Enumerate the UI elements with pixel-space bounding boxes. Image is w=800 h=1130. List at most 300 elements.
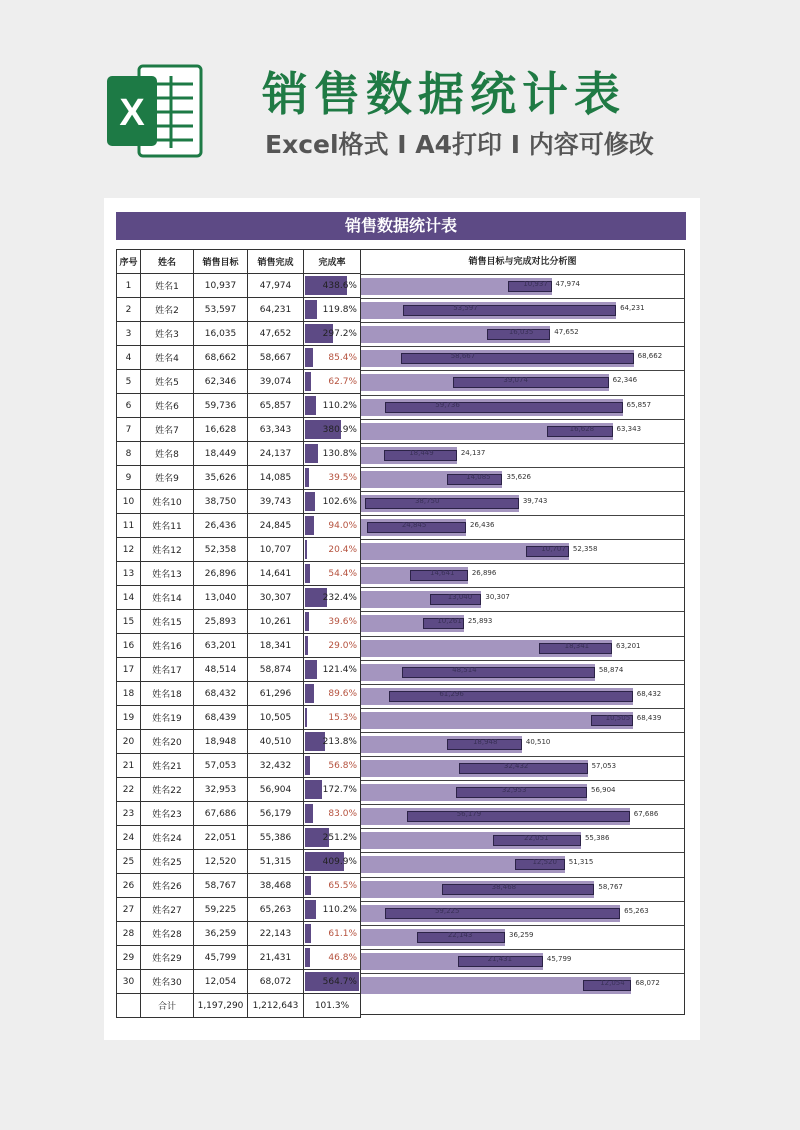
cell-target: 45,799 <box>194 946 248 970</box>
col-header-name: 姓名 <box>141 250 194 274</box>
chart-label-small: 18,341 <box>564 641 590 650</box>
cell-no: 10 <box>117 490 141 514</box>
cell-done: 24,137 <box>248 442 304 466</box>
total-target: 1,197,290 <box>194 994 248 1018</box>
rate-data-bar <box>305 372 311 391</box>
cell-rate <box>304 442 361 466</box>
rate-text: 251.2% <box>322 832 357 843</box>
table-row <box>117 898 361 922</box>
rate-data-bar <box>305 780 322 799</box>
rate-text: 39.5% <box>328 472 357 483</box>
rate-data-bar <box>305 708 307 727</box>
cell-rate <box>304 586 361 610</box>
rate-text: 62.7% <box>328 376 357 387</box>
cell-no: 24 <box>117 826 141 850</box>
cell-rate <box>304 346 361 370</box>
chart-label-large: 65,857 <box>626 400 652 409</box>
chart-label-small: 53,597 <box>453 304 478 313</box>
cell-done: 18,341 <box>248 634 304 658</box>
chart-row <box>361 636 684 660</box>
cell-rate <box>304 322 361 346</box>
chart-row <box>361 780 684 804</box>
chart-label-large: 47,652 <box>554 328 579 337</box>
cell-target: 68,432 <box>194 682 248 706</box>
table-row <box>117 346 361 370</box>
chart-bar-small <box>403 305 616 316</box>
cell-rate <box>304 850 361 874</box>
cell-done: 68,072 <box>248 970 304 994</box>
chart-label-large: 68,439 <box>636 713 662 722</box>
cell-target: 18,449 <box>194 442 248 466</box>
chart-label-large: 26,436 <box>469 521 495 529</box>
cell-name: 姓名18 <box>141 682 194 706</box>
chart-label-large: 63,343 <box>616 424 642 433</box>
total-label: 合计 <box>141 994 194 1018</box>
sales-table <box>116 249 361 1018</box>
rate-text: 46.8% <box>328 952 357 963</box>
table-row <box>117 466 361 490</box>
chart-label-small: 48,514 <box>452 665 477 674</box>
cell-name: 姓名23 <box>141 802 194 826</box>
page-header <box>0 0 800 195</box>
chart-label-small: 38,468 <box>491 882 517 891</box>
rate-data-bar <box>305 396 316 415</box>
table-row <box>117 778 361 802</box>
rate-text: 213.8% <box>322 736 357 747</box>
cell-no: 5 <box>117 370 141 394</box>
chart-label-large: 63,201 <box>615 641 641 650</box>
cell-target: 62,346 <box>194 370 248 394</box>
cell-target: 57,053 <box>194 754 248 778</box>
cell-name: 姓名24 <box>141 826 194 850</box>
cell-name: 姓名10 <box>141 490 194 514</box>
cell-rate <box>304 658 361 682</box>
cell-done: 30,307 <box>248 586 304 610</box>
cell-no: 9 <box>117 466 141 490</box>
cell-no: 15 <box>117 610 141 634</box>
rate-data-bar <box>305 948 310 967</box>
chart-row <box>361 973 684 997</box>
cell-name: 姓名16 <box>141 634 194 658</box>
cell-name: 姓名17 <box>141 658 194 682</box>
chart-label-large: 45,799 <box>546 954 572 963</box>
table-row <box>117 874 361 898</box>
cell-rate <box>304 538 361 562</box>
cell-done: 61,296 <box>248 682 304 706</box>
chart-label-small: 10,505 <box>605 713 631 722</box>
chart-label-small: 18,449 <box>409 448 434 457</box>
cell-done: 51,315 <box>248 850 304 874</box>
chart-row <box>361 346 684 370</box>
chart-label-small: 22,143 <box>447 930 473 939</box>
chart-label-small: 59,225 <box>434 906 460 915</box>
cell-no: 2 <box>117 298 141 322</box>
cell-target: 59,225 <box>194 898 248 922</box>
rate-text: 15.3% <box>328 712 357 723</box>
cell-done: 39,743 <box>248 490 304 514</box>
chart-label-small: 10,707 <box>541 545 566 554</box>
rate-data-bar <box>305 492 315 511</box>
chart-row <box>361 539 684 563</box>
col-header-rate: 完成率 <box>304 250 361 274</box>
chart-row <box>361 708 684 732</box>
chart-label-large: 67,686 <box>633 810 659 819</box>
chart-label-small: 12,520 <box>532 858 557 867</box>
cell-done: 32,432 <box>248 754 304 778</box>
chart-label-large: 68,662 <box>637 352 663 361</box>
table-header-row <box>117 250 361 274</box>
cell-done: 10,261 <box>248 610 304 634</box>
total-row <box>117 994 361 1018</box>
cell-no: 14 <box>117 586 141 610</box>
chart-row <box>361 587 684 611</box>
chart-label-small: 39,074 <box>503 376 528 385</box>
cell-done: 10,707 <box>248 538 304 562</box>
chart-label-small: 12,054 <box>600 978 625 987</box>
cell-rate <box>304 802 361 826</box>
table-row <box>117 370 361 394</box>
total-done: 1,212,643 <box>248 994 304 1018</box>
chart-label-small: 32,432 <box>503 762 529 770</box>
cell-done: 14,085 <box>248 466 304 490</box>
cell-rate <box>304 466 361 490</box>
chart-label-small: 56,179 <box>456 810 482 819</box>
table-row <box>117 538 361 562</box>
chart-label-large: 30,307 <box>485 593 510 602</box>
cell-name: 姓名22 <box>141 778 194 802</box>
chart-row <box>361 443 684 467</box>
cell-target: 53,597 <box>194 298 248 322</box>
table-row <box>117 754 361 778</box>
chart-bar-small <box>365 498 519 509</box>
table-row <box>117 730 361 754</box>
chart-label-large: 68,072 <box>635 978 660 987</box>
cell-no: 25 <box>117 850 141 874</box>
cell-target: 10,937 <box>194 274 248 298</box>
rate-data-bar <box>305 804 313 823</box>
cell-rate <box>304 514 361 538</box>
cell-name: 姓名8 <box>141 442 194 466</box>
chart-label-small: 10,937 <box>523 280 548 288</box>
table-row <box>117 802 361 826</box>
cell-target: 22,051 <box>194 826 248 850</box>
cell-no: 26 <box>117 874 141 898</box>
chart-bar-small <box>442 884 595 895</box>
table-row <box>117 490 361 514</box>
total-rate: 101.3% <box>304 994 361 1018</box>
cell-done: 10,505 <box>248 706 304 730</box>
chart-bar-small <box>453 377 608 388</box>
cell-name: 姓名9 <box>141 466 194 490</box>
cell-no: 11 <box>117 514 141 538</box>
chart-bar-small <box>401 353 634 364</box>
chart-row <box>361 756 684 780</box>
chart-label-large: 56,904 <box>590 786 616 795</box>
chart-bar-small <box>385 402 622 413</box>
rate-data-bar <box>305 468 309 487</box>
cell-rate <box>304 754 361 778</box>
rate-text: 54.4% <box>328 568 357 579</box>
rate-text: 61.1% <box>328 928 357 939</box>
cell-done: 38,468 <box>248 874 304 898</box>
cell-name: 姓名12 <box>141 538 194 562</box>
rate-data-bar <box>305 924 311 943</box>
chart-label-large: 57,053 <box>591 762 617 770</box>
cell-done: 40,510 <box>248 730 304 754</box>
rate-data-bar <box>305 900 316 919</box>
cell-target: 32,953 <box>194 778 248 802</box>
chart-label-small: 16,628 <box>569 424 595 433</box>
cell-name: 姓名21 <box>141 754 194 778</box>
chart-label-large: 25,893 <box>467 617 493 626</box>
chart-label-large: 65,263 <box>624 906 649 915</box>
cell-name: 姓名11 <box>141 514 194 538</box>
chart-row <box>361 877 684 901</box>
chart-row <box>361 419 684 443</box>
cell-rate <box>304 298 361 322</box>
chart-label-small: 14,085 <box>466 472 491 481</box>
cell-target: 68,662 <box>194 346 248 370</box>
cell-no: 1 <box>117 274 141 298</box>
cell-name: 姓名15 <box>141 610 194 634</box>
chart-label-large: 58,767 <box>598 882 623 891</box>
rate-text: 564.7% <box>322 976 357 987</box>
table-row <box>117 706 361 730</box>
chart-row <box>361 660 684 684</box>
table-row <box>117 826 361 850</box>
rate-data-bar <box>305 612 309 631</box>
cell-no: 28 <box>117 922 141 946</box>
chart-label-large: 24,137 <box>460 448 486 457</box>
chart-title: 销售目标与完成对比分析图 <box>468 257 577 267</box>
chart-row <box>361 732 684 756</box>
cell-done: 65,263 <box>248 898 304 922</box>
cell-no: 30 <box>117 970 141 994</box>
rate-data-bar <box>305 660 317 679</box>
chart-row <box>361 949 684 973</box>
rate-data-bar <box>305 540 307 559</box>
cell-target: 68,439 <box>194 706 248 730</box>
cell-done: 47,652 <box>248 322 304 346</box>
chart-label-large: 35,626 <box>506 472 531 481</box>
cell-no: 18 <box>117 682 141 706</box>
cell-rate <box>304 394 361 418</box>
rate-data-bar <box>305 684 314 703</box>
rate-data-bar <box>305 564 310 583</box>
cell-done: 64,231 <box>248 298 304 322</box>
cell-no: 27 <box>117 898 141 922</box>
table-row <box>117 442 361 466</box>
cell-no: 19 <box>117 706 141 730</box>
cell-name: 姓名29 <box>141 946 194 970</box>
cell-name: 姓名7 <box>141 418 194 442</box>
cell-target: 18,948 <box>194 730 248 754</box>
chart-label-small: 59,736 <box>435 400 460 409</box>
table-row <box>117 514 361 538</box>
cell-target: 25,893 <box>194 610 248 634</box>
cell-no: 4 <box>117 346 141 370</box>
rate-data-bar <box>305 876 311 895</box>
chart-row <box>361 515 684 539</box>
chart-row <box>361 467 684 491</box>
chart-label-small: 16,035 <box>508 328 534 337</box>
cell-target: 63,201 <box>194 634 248 658</box>
chart-row <box>361 828 684 852</box>
cell-name: 姓名4 <box>141 346 194 370</box>
table-row <box>117 634 361 658</box>
cell-no: 13 <box>117 562 141 586</box>
table-row <box>117 586 361 610</box>
cell-done: 58,874 <box>248 658 304 682</box>
page-title: 销售数据统计表 <box>262 67 626 121</box>
col-header-done: 销售完成 <box>248 250 304 274</box>
rate-text: 110.2% <box>322 904 357 915</box>
rate-text: 119.8% <box>322 304 357 315</box>
cell-rate <box>304 274 361 298</box>
chart-bar-small <box>389 691 632 702</box>
rate-text: 39.6% <box>328 616 357 627</box>
rate-text: 94.0% <box>328 520 357 531</box>
chart-bar-small <box>407 811 630 822</box>
cell-target: 67,686 <box>194 802 248 826</box>
chart-row <box>361 370 684 394</box>
cell-name: 姓名28 <box>141 922 194 946</box>
cell-rate <box>304 418 361 442</box>
cell-rate <box>304 946 361 970</box>
col-header-target: 销售目标 <box>194 250 248 274</box>
cell-target: 52,358 <box>194 538 248 562</box>
cell-target: 59,736 <box>194 394 248 418</box>
cell-target: 48,514 <box>194 658 248 682</box>
rate-text: 102.6% <box>322 496 357 507</box>
cell-rate <box>304 562 361 586</box>
chart-label-small: 58,667 <box>450 352 476 361</box>
cell-target: 58,767 <box>194 874 248 898</box>
chart-label-small: 61,296 <box>439 689 464 698</box>
cell-name: 姓名14 <box>141 586 194 610</box>
chart-row <box>361 395 684 419</box>
chart-row <box>361 322 684 346</box>
cell-done: 55,386 <box>248 826 304 850</box>
chart-label-small: 14,641 <box>430 569 455 578</box>
chart-label-small: 24,845 <box>401 521 427 529</box>
cell-name: 姓名2 <box>141 298 194 322</box>
chart-label-small: 22,051 <box>524 834 549 843</box>
cell-target: 13,040 <box>194 586 248 610</box>
rate-text: 110.2% <box>322 400 357 411</box>
cell-done: 56,179 <box>248 802 304 826</box>
cell-rate <box>304 778 361 802</box>
cell-target: 38,750 <box>194 490 248 514</box>
rate-text: 85.4% <box>328 352 357 363</box>
cell-target: 12,054 <box>194 970 248 994</box>
chart-row <box>361 491 684 515</box>
cell-done: 65,857 <box>248 394 304 418</box>
cell-rate <box>304 730 361 754</box>
cell-rate <box>304 898 361 922</box>
cell-rate <box>304 706 361 730</box>
cell-target: 26,896 <box>194 562 248 586</box>
cell-no: 22 <box>117 778 141 802</box>
table-row <box>117 946 361 970</box>
cell-done: 63,343 <box>248 418 304 442</box>
cell-name: 姓名20 <box>141 730 194 754</box>
chart-row <box>361 274 684 298</box>
rate-text: 297.2% <box>322 328 357 339</box>
rate-text: 438.6% <box>322 280 357 291</box>
chart-label-large: 36,259 <box>509 930 534 939</box>
cell-name: 姓名26 <box>141 874 194 898</box>
cell-no: 29 <box>117 946 141 970</box>
rate-data-bar <box>305 348 313 367</box>
chart-row <box>361 925 684 949</box>
chart-label-small: 38,750 <box>414 496 440 505</box>
chart-label-large: 52,358 <box>572 545 598 554</box>
rate-data-bar <box>305 636 308 655</box>
table-row <box>117 394 361 418</box>
rate-text: 83.0% <box>328 808 357 819</box>
rate-text: 89.6% <box>328 688 357 699</box>
col-header-no: 序号 <box>117 250 141 274</box>
cell-rate <box>304 970 361 994</box>
page-subtitle: Excel格式 I A4打印 I 内容可修改 <box>265 130 654 159</box>
cell-done: 21,431 <box>248 946 304 970</box>
cell-rate <box>304 682 361 706</box>
chart-row <box>361 563 684 587</box>
chart-row <box>361 804 684 828</box>
cell-no: 8 <box>117 442 141 466</box>
chart-label-large: 51,315 <box>568 858 594 867</box>
cell-target: 26,436 <box>194 514 248 538</box>
table-row <box>117 610 361 634</box>
cell-no: 12 <box>117 538 141 562</box>
cell-done: 56,904 <box>248 778 304 802</box>
chart-label-small: 32,953 <box>501 786 527 795</box>
table-row <box>117 658 361 682</box>
cell-name: 姓名3 <box>141 322 194 346</box>
chart-bar-small <box>402 667 595 678</box>
table-row <box>117 322 361 346</box>
rate-data-bar <box>305 756 310 775</box>
cell-done: 39,074 <box>248 370 304 394</box>
rate-data-bar <box>305 444 318 463</box>
cell-rate <box>304 826 361 850</box>
rate-text: 29.0% <box>328 640 357 651</box>
cell-rate <box>304 370 361 394</box>
cell-name: 姓名13 <box>141 562 194 586</box>
table-row <box>117 562 361 586</box>
chart-label-large: 62,346 <box>612 376 638 385</box>
cell-done: 14,641 <box>248 562 304 586</box>
chart-label-large: 39,743 <box>522 496 548 505</box>
table-row <box>117 418 361 442</box>
rate-data-bar <box>305 300 317 319</box>
cell-name: 姓名27 <box>141 898 194 922</box>
cell-target: 16,628 <box>194 418 248 442</box>
chart-label-large: 47,974 <box>555 280 581 288</box>
cell-no: 23 <box>117 802 141 826</box>
sheet-banner: 销售数据统计表 <box>116 212 686 240</box>
cell-name: 姓名19 <box>141 706 194 730</box>
cell-name: 姓名1 <box>141 274 194 298</box>
cell-name: 姓名25 <box>141 850 194 874</box>
cell-done: 24,845 <box>248 514 304 538</box>
table-row <box>117 682 361 706</box>
rate-text: 65.5% <box>328 880 357 891</box>
chart-label-large: 26,896 <box>471 569 497 578</box>
cell-rate <box>304 490 361 514</box>
spreadsheet-preview <box>104 198 700 1040</box>
